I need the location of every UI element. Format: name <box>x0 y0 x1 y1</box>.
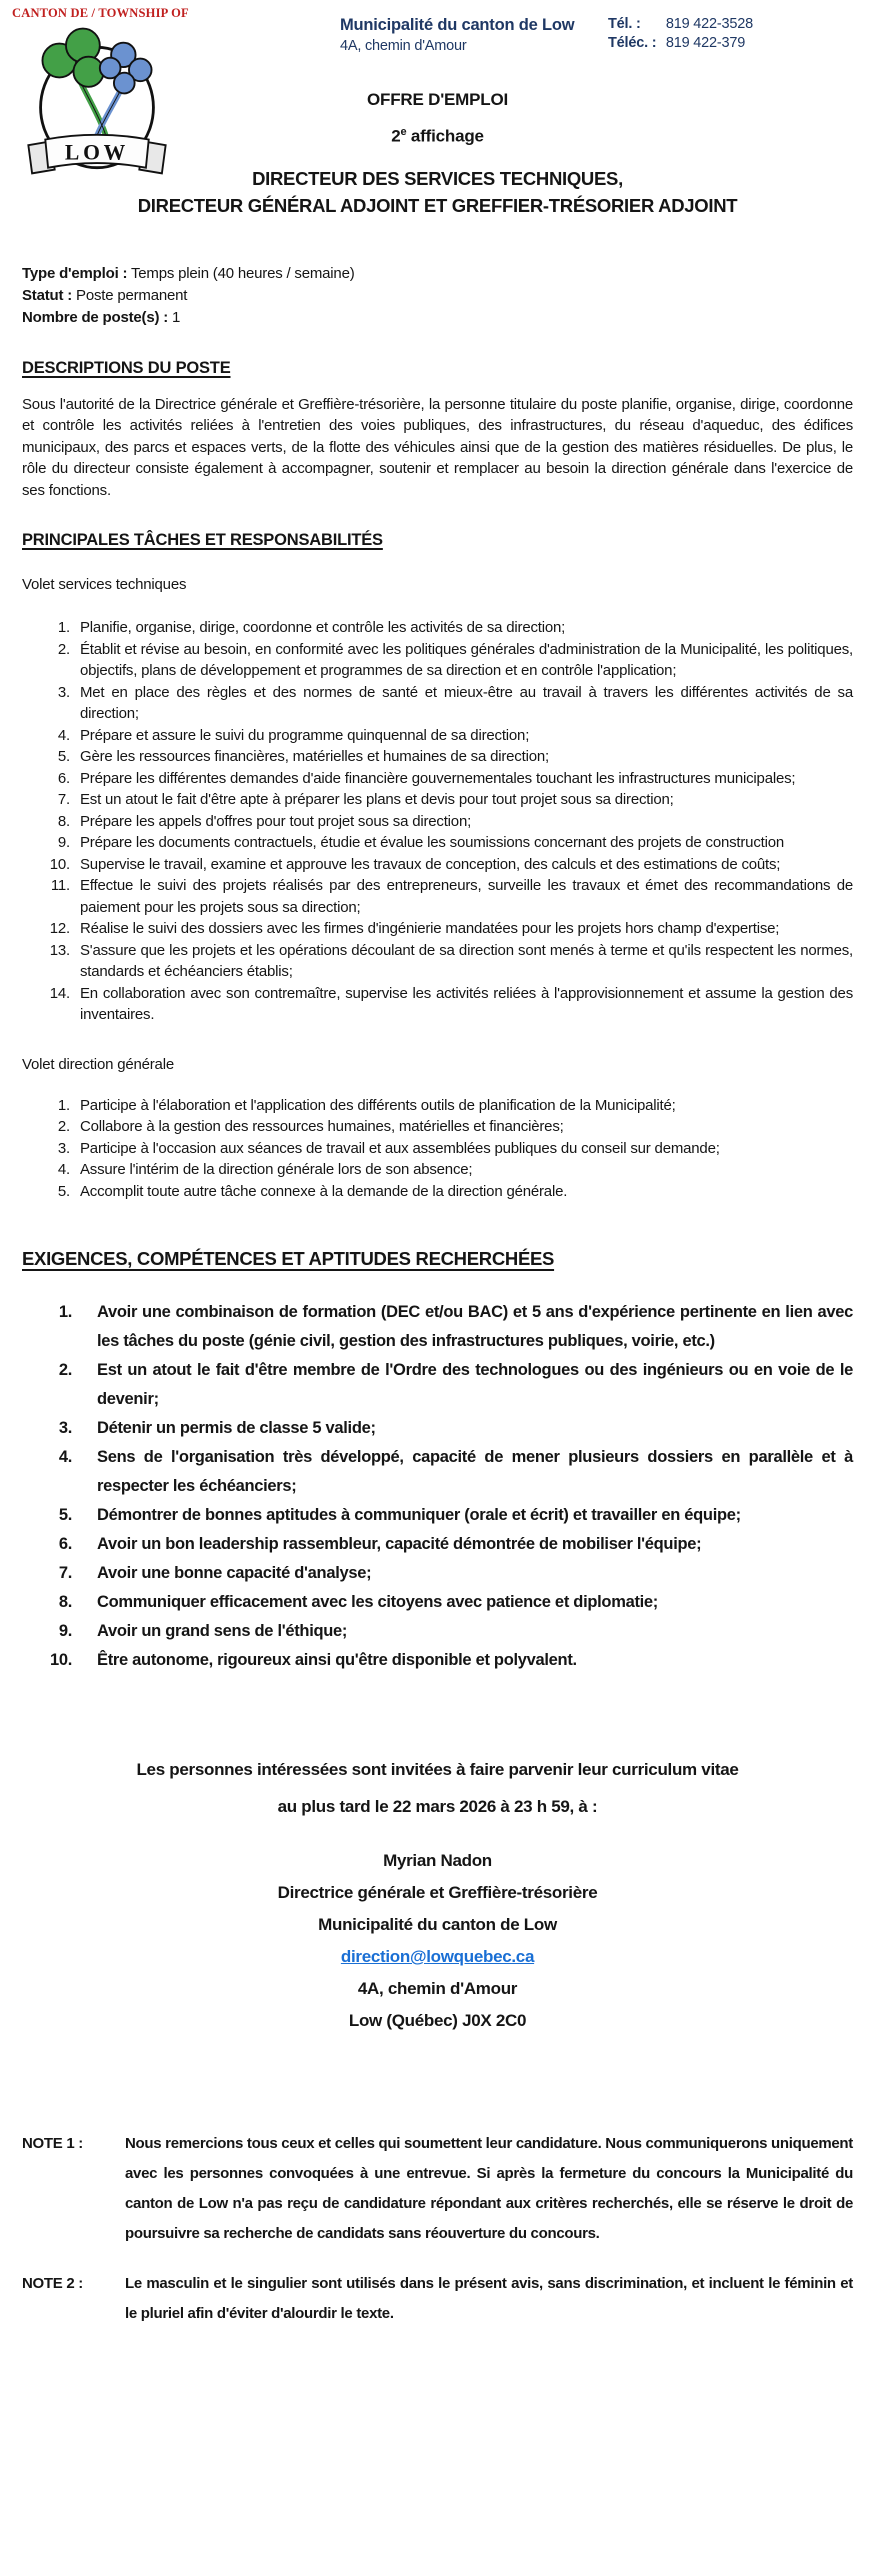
list-item: Avoir un bon leadership rassembleur, capacité démontrée de mobiliser l'équipe; <box>97 1535 702 1554</box>
meta-row-count <box>22 307 853 329</box>
fax-label: Téléc. : <box>608 35 657 51</box>
note-2-text: Le masculin et le singulier sont utilisés dans le présent avis, sans discrimination, et incluent le féminin et le pluriel afin d'éviter d'alourdir le texte. <box>125 2275 853 2323</box>
meta-type-label: Type d'emploi : <box>22 264 128 282</box>
note-2-label: NOTE 2 : <box>22 2275 83 2293</box>
svg-text:LOW: LOW <box>64 140 130 165</box>
org-name: Municipalité du canton de Low <box>340 16 575 34</box>
list-item: Collabore à la gestion des ressources humaines, matérielles et financières; <box>80 1118 564 1136</box>
list-item: Assure l'intérim de la direction générale lors de son absence; <box>80 1161 473 1179</box>
list-item: Gère les ressources financières, matérielles et humaines de sa direction; <box>80 748 549 766</box>
tasks-list-technical <box>22 617 853 1026</box>
meta-status-label: Statut : <box>22 286 73 304</box>
list-item: Met en place des règles et des normes de santé et mieux-être au travail à travers les différentes activités de sa direction; <box>80 683 853 723</box>
list-item: Prépare et assure le suivi du programme quinquennal de sa direction; <box>80 726 530 744</box>
header <box>340 10 853 54</box>
meta-type-value: Temps plein (40 heures / semaine) <box>127 264 355 282</box>
list-item: Réalise le suivi des dossiers avec les firmes d'ingénierie mandatées pour les projets hors champ d'expertise; <box>80 920 780 938</box>
section-heading-description: DESCRIPTIONS DU POSTE <box>22 358 231 377</box>
volet1-label: Volet services techniques <box>22 576 187 594</box>
list-item: Prépare les différentes demandes d'aide financière gouvernementales touchant les infrastructures municipales; <box>80 769 796 787</box>
note-1-text: Nous remercions tous ceux et celles qui soumettent leur candidature. Nous communiquerons uniquement avec les personnes convoquées à une entrevue. Si après la fermeture du concours la Municipalité du canton de Low n'a pas reçu de candidature répondant aux critères recherchés, elle se réserve le droit de poursuivre sa recherche de candidats sans réouverture du concours. <box>125 2135 853 2243</box>
meta-row-status <box>22 285 853 307</box>
list-item: Est un atout le fait d'être apte à préparer les plans et devis pour tout projet sous sa direction; <box>80 791 674 809</box>
fax-value: 819 422-379 <box>665 35 746 51</box>
section-heading-tasks: PRINCIPALES TÂCHES ET RESPONSABILITÉS <box>22 531 383 550</box>
contact-block <box>22 1845 853 2037</box>
org-address: 4A, chemin d'Amour <box>340 38 467 54</box>
note-2 <box>22 2269 853 2329</box>
edition-number: 2 <box>391 126 401 146</box>
job-title-line1: DIRECTEUR DES SERVICES TECHNIQUES, <box>252 167 623 189</box>
list-item: Planifie, organise, dirige, coordonne et contrôle les activités de sa direction; <box>80 619 566 637</box>
phone-block <box>608 16 753 54</box>
list-item: Détenir un permis de classe 5 valide; <box>97 1419 376 1438</box>
list-item: Communiquer efficacement avec les citoyens avec patience et diplomatie; <box>97 1593 658 1612</box>
canton-low-crest-icon <box>17 21 177 179</box>
list-item: Avoir une bonne capacité d'analyse; <box>97 1564 372 1583</box>
contact-address-line2: Low (Québec) J0X 2C0 <box>348 2011 527 2031</box>
list-item: En collaboration avec son contremaître, supervise les activités reliées à l'approvisionnement et assume la gestion des inventaires. <box>80 984 853 1024</box>
contact-title: Directrice générale et Greffière-trésorière <box>277 1883 598 1903</box>
meta-row-type <box>22 263 853 285</box>
edition-rest: affichage <box>406 126 484 146</box>
list-item: Avoir un grand sens de l'éthique; <box>97 1622 348 1641</box>
list-item: Est un atout le fait d'être membre de l'Ordre des technologues ou des ingénieurs ou en voie de le devenir; <box>97 1361 853 1409</box>
note-1-label: NOTE 1 : <box>22 2135 83 2153</box>
logo-top-text: CANTON DE / TOWNSHIP OF <box>12 6 189 20</box>
contact-name: Myrian Nadon <box>383 1851 492 1871</box>
phone-row-tel <box>608 16 753 32</box>
apply-line2: au plus tard le 22 mars 2026 à 23 h 59, à : <box>277 1797 598 1817</box>
list-item: Avoir une combinaison de formation (DEC et/ou BAC) et 5 ans d'expérience pertinente en lien avec les tâches du poste (génie civil, gestion des infrastructures publiques, voirie, etc.) <box>97 1303 853 1351</box>
job-meta <box>22 263 853 329</box>
note-1 <box>22 2129 853 2249</box>
offer-title: OFFRE D'EMPLOI <box>366 90 509 109</box>
municipal-logo <box>12 6 189 184</box>
meta-count-label: Nombre de poste(s) : <box>22 308 169 326</box>
tel-label: Tél. : <box>608 16 641 32</box>
org-block <box>340 16 608 54</box>
description-paragraph: Sous l'autorité de la Directrice générale et Greffière-trésorière, la personne titulaire du poste planifie, organise, dirige, coordonne et contrôle les activités reliées à l'entretien des voies publiques, des infrastructures, du réseau d'aqueduc, des édifices municipaux, des parcs et espaces verts, de la flotte des véhicules ainsi que de la gestion des matières résiduelles. De plus, le rôle du directeur consiste également à accompagner, soutenir et remplacer au besoin la direction générale dans l'exercice de ses fonctions. <box>22 395 853 499</box>
list-item: Effectue le suivi des projets réalisés par des entrepreneurs, surveille les travaux et émet des recommandations de paiement pour les projets sous sa direction; <box>80 877 853 916</box>
list-item: Établit et révise au besoin, en conformité avec les politiques générales d'administration de la Municipalité, les politiques, objectifs, plans de développement et programmes de sa direction et en contrôle l'application; <box>80 640 853 680</box>
tasks-list-general <box>22 1095 853 1203</box>
list-item: Participe à l'occasion aux séances de travail et aux assemblées publiques du conseil sur demande; <box>80 1139 720 1157</box>
list-item: Supervise le travail, examine et approuve les travaux de conception, des calculs et des estimations de coûts; <box>80 855 781 873</box>
list-item: Participe à l'élaboration et l'application des différents outils de planification de la Municipalité; <box>80 1096 676 1114</box>
notes-section <box>22 2129 853 2329</box>
contact-email-link[interactable]: direction@lowquebec.ca <box>340 1947 535 1967</box>
list-item: Être autonome, rigoureux ainsi qu'être disponible et polyvalent. <box>97 1651 577 1670</box>
apply-line1: Les personnes intéressées sont invitées à faire parvenir leur curriculum vitae <box>136 1760 739 1780</box>
section-heading-requirements: EXIGENCES, COMPÉTENCES ET APTITUDES RECHERCHÉES <box>22 1248 555 1270</box>
list-item: Accomplit toute autre tâche connexe à la demande de la direction générale. <box>80 1182 568 1200</box>
meta-status-value: Poste permanent <box>72 286 188 304</box>
contact-org: Municipalité du canton de Low <box>318 1915 557 1935</box>
phone-row-fax <box>608 35 753 51</box>
contact-address-line1: 4A, chemin d'Amour <box>357 1979 518 1999</box>
list-item: Sens de l'organisation très développé, capacité de mener plusieurs dossiers en parallèle et à respecter les échéanciers; <box>97 1448 853 1496</box>
list-item: Prépare les appels d'offres pour tout projet sous sa direction; <box>80 812 472 830</box>
tel-value: 819 422-3528 <box>665 16 753 32</box>
requirements-list <box>22 1298 853 1675</box>
volet2-label: Volet direction générale <box>22 1055 174 1073</box>
edition-superscript: e <box>400 126 407 138</box>
list-item: Prépare les documents contractuels, étudie et évalue les soumissions concernant des projets de construction <box>80 834 784 852</box>
apply-instructions <box>22 1751 853 1825</box>
list-item: Démontrer de bonnes aptitudes à communiquer (orale et écrit) et travailler en équipe; <box>97 1506 741 1525</box>
job-title-line2: DIRECTEUR GÉNÉRAL ADJOINT ET GREFFIER-TRÉSORIER ADJOINT <box>137 194 738 216</box>
list-item: S'assure que les projets et les opérations découlant de sa direction sont menés à terme et qu'ils respectent les normes, standards et échéanciers établis; <box>80 941 853 981</box>
meta-count-value: 1 <box>168 308 181 326</box>
